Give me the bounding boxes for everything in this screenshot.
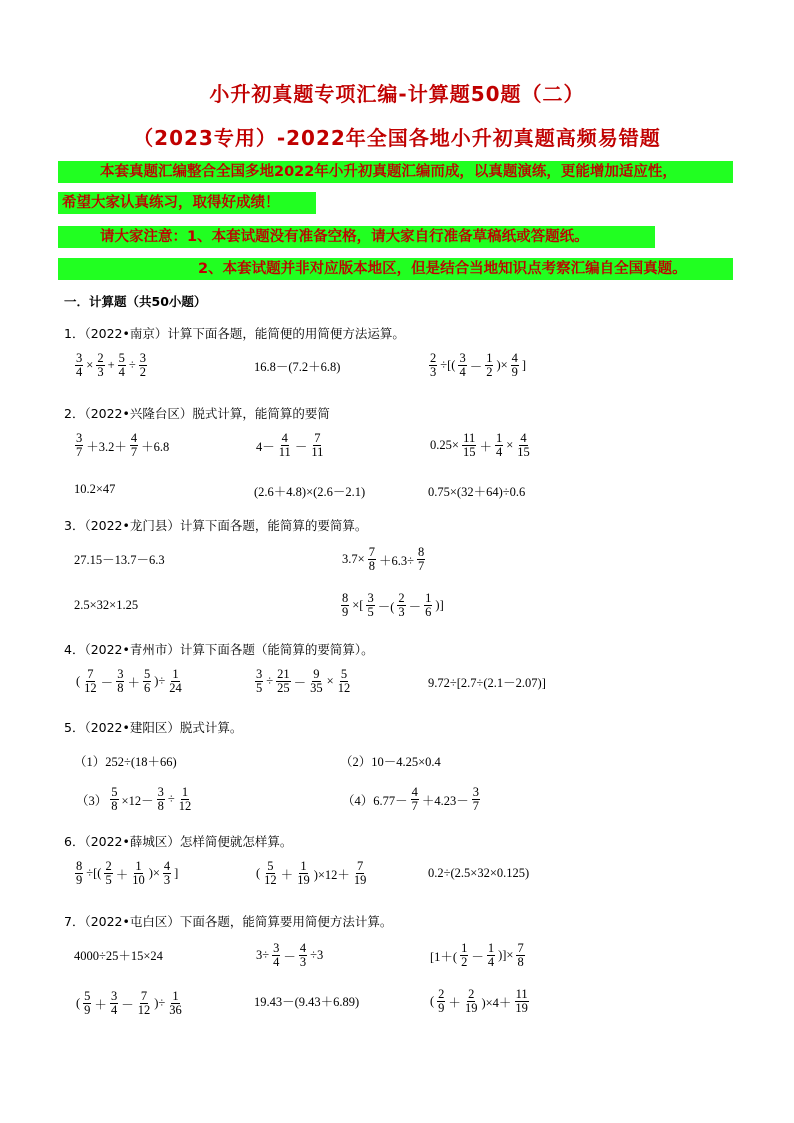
- q4-expr-a: ( $\frac{7}{12}$ － $\frac{3}{8}$ ＋ $\frac{5}{6}$ )÷ $\frac{1}{24}$: [76, 667, 182, 696]
- q6-expr-a: $\frac{8}{9}$ ÷[( $\frac{2}{5}$ ＋ $\frac{1}{10}$ )× $\frac{4}{3}$ ]: [76, 859, 179, 888]
- q7-expr-d: ( $\frac{5}{9}$ ＋ $\frac{3}{4}$ － $\frac{7}{12}$ )÷ $\frac{1}{36}$: [76, 989, 182, 1018]
- q7-expr-c: [1＋( $\frac{1}{2}$ － $\frac{1}{4}$ )]× $\frac{7}{8}$: [430, 941, 524, 970]
- q2-expr-f: 0.75×(32＋64)÷0.6: [428, 485, 526, 499]
- q4-expr-b: $\frac{3}{5}$ ÷ $\frac{21}{25}$ － $\frac{9}{35}$ × $\frac{5}{12}$: [256, 667, 351, 696]
- q2-expr-c: 0.25× $\frac{11}{15}$ ＋ $\frac{1}{4}$ × $\frac{4}{15}$: [430, 431, 530, 460]
- intro-line-2: 希望大家认真练习，取得好成绩！: [58, 192, 316, 214]
- question-2-label: 2．（2022•兴隆台区）脱式计算，能简算的要简: [64, 406, 330, 421]
- q4-expr-c: 9.72÷[2.7÷(2.1－2.07)]: [428, 676, 546, 690]
- q5-expr-3: （3） $\frac{5}{8}$ ×12－ $\frac{3}{8}$ ÷ $\frac{1}{12}$: [76, 785, 192, 814]
- page-title: 小升初真题专项汇编-计算题50题（二）: [209, 82, 585, 106]
- q1-expr-c: $\frac{2}{3}$ ÷[( $\frac{3}{4}$ － $\frac{1}{2}$ )× $\frac{4}{9}$ ]: [430, 351, 527, 380]
- q5-expr-4: （4）6.77－ $\frac{4}{7}$ ＋4.23－ $\frac{3}{7}$: [342, 785, 480, 814]
- q2-expr-b: 4－ $\frac{4}{11}$ － $\frac{7}{11}$: [256, 431, 324, 460]
- q1-expr-a: $\frac{3}{4}$ × $\frac{2}{3}$ + $\frac{5}{4}$ ÷ $\frac{3}{2}$: [76, 351, 146, 380]
- q3-expr-d: $\frac{8}{9}$ ×[ $\frac{3}{5}$ －( $\frac{2}{3}$ － $\frac{1}{6}$ )]: [342, 591, 444, 620]
- page-subtitle: （2023专用）-2022年全国各地小升初真题高频易错题: [133, 126, 661, 150]
- note-line-2: 2、本套试题并非对应版本地区，但是结合当地知识点考察汇编自全国真题。: [58, 258, 733, 280]
- section-heading: 一．计算题（共50小题）: [64, 294, 207, 309]
- question-1-label: 1．（2022•南京）计算下面各题，能简便的用简便方法运算。: [64, 326, 405, 341]
- q3-expr-a: 27.15－13.7－6.3: [74, 553, 165, 567]
- q5-expr-2: （2）10－4.25×0.4: [340, 755, 441, 769]
- q3-expr-c: 2.5×32×1.25: [74, 598, 139, 612]
- q6-expr-c: 0.2÷(2.5×32×0.125): [428, 866, 530, 880]
- question-5-label: 5．（2022•建阳区）脱式计算。: [64, 720, 243, 735]
- q2-expr-e: (2.6＋4.8)×(2.6－2.1): [254, 485, 366, 499]
- q3-expr-b: 3.7× $\frac{7}{8}$ ＋6.3÷ $\frac{8}{7}$: [342, 545, 425, 574]
- q1-expr-b: 16.8－(7.2＋6.8): [254, 360, 341, 374]
- q2-expr-d: 10.2×47: [74, 482, 116, 496]
- q7-expr-a: 4000÷25＋15×24: [74, 949, 163, 963]
- question-4-label: 4．（2022•青州市）计算下面各题（能简算的要简算）。: [64, 642, 374, 657]
- q7-expr-e: 19.43－(9.43＋6.89): [254, 995, 360, 1009]
- q5-expr-1: （1）252÷(18＋66): [74, 755, 177, 769]
- question-6-label: 6．（2022•薛城区）怎样简便就怎样算。: [64, 834, 293, 849]
- q7-expr-b: 3÷ $\frac{3}{4}$ － $\frac{4}{3}$ ÷3: [256, 941, 324, 970]
- q2-expr-a: $\frac{3}{7}$ ＋3.2＋ $\frac{4}{7}$ ＋6.8: [76, 431, 170, 460]
- question-3-label: 3．（2022•龙门县）计算下面各题，能简算的要简算。: [64, 518, 368, 533]
- q6-expr-b: ( $\frac{5}{12}$ ＋ $\frac{1}{19}$ )×12＋ $\frac{7}{19}$: [256, 859, 367, 888]
- question-7-label: 7．（2022•屯白区）下面各题，能简算要用简便方法计算。: [64, 914, 393, 929]
- q7-expr-f: ( $\frac{2}{9}$ ＋ $\frac{2}{19}$ )×4＋ $\frac{11}{19}$: [430, 987, 528, 1016]
- intro-line-1: 本套真题汇编整合全国多地2022年小升初真题汇编而成，以真题演练，更能增加适应性，: [58, 161, 733, 183]
- note-line-1: 请大家注意：1、本套试题没有准备空格，请大家自行准备草稿纸或答题纸。: [58, 226, 655, 248]
